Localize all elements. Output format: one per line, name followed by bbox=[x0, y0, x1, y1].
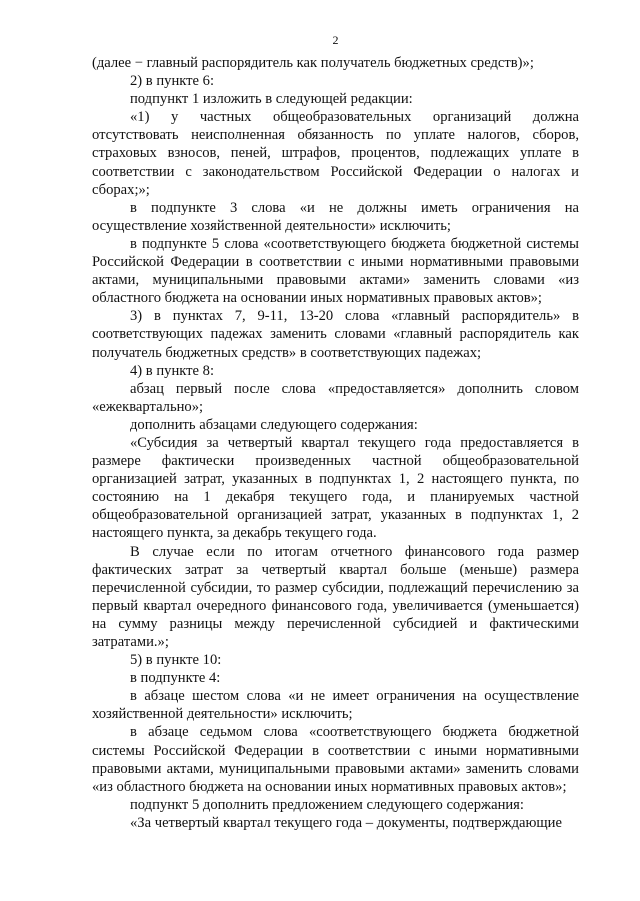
paragraph-3: подпункт 1 изложить в следующей редакции: bbox=[130, 91, 413, 108]
page-number: 2 bbox=[332, 33, 339, 47]
paragraph-9: абзац первый после слова «предоставляется» дополнить словом «ежеквартально»; bbox=[92, 380, 579, 415]
paragraph-7: 3) в пунктах 7, 9-11, 13-20 слова «главный распорядитель» в соответствующих падежах заменить словами «главный распорядитель как получатель бюджетных средств» в соответствующих падежах; bbox=[92, 308, 579, 361]
paragraph-11: «Субсидия за четвертый квартал текущего года предоставляется в размере фактически произведенных частной общеобразовательной организацией затрат, указанных в подпунктах 1, 2 настоящего пункта, по состоянию на 1 декабря текущего года, и планируемых частной общеобразовательной организацией затрат, указанных в подпунктах 1, 2 настоящего пункта, за декабрь текущего года. bbox=[92, 434, 579, 542]
paragraph-2: 2) в пункте 6: bbox=[130, 73, 215, 90]
paragraph-14: в подпункте 4: bbox=[130, 670, 221, 687]
paragraph-17: подпункт 5 дополнить предложением следующего содержания: bbox=[130, 796, 524, 813]
paragraph-4: «1) у частных общеобразовательных организаций должна отсутствовать неисполненная обязанность по уплате налогов, сборов, страховых взносов, пеней, штрафов, процентов, подлежащих уплате в соответствии с законодательством Российской Федерации о налогах и сборах;»; bbox=[92, 109, 579, 198]
paragraph-12: В случае если по итогам отчетного финансового года размер фактических затрат за четвертый квартал больше (меньше) размера перечисленной субсидии, то размер субсидии, подлежащий перечислению за первый квартал очередного финансового года, увеличивается (уменьшается) на сумму разницы между перечисленной субсидией и фактическими затратами.»; bbox=[92, 543, 579, 650]
paragraph-18: «За четвертый квартал текущего года – документы, подтверждающие bbox=[130, 814, 562, 831]
paragraph-13: 5) в пункте 10: bbox=[130, 652, 222, 669]
paragraph-1: (далее − главный распорядитель как получатель бюджетных средств)»; bbox=[92, 55, 534, 71]
paragraph-6: в подпункте 5 слова «соответствующего бюджета бюджетной системы Российской Федерации в соответствии с иными нормативными правовыми актами, муниципальными правовыми актами» заменить словами «из областного бюджета на основании иных нормативных правовых актов»; bbox=[92, 235, 579, 307]
paragraph-5: в подпункте 3 слова «и не должны иметь ограничения на осуществление хозяйственной деятельности» исключить; bbox=[92, 199, 579, 234]
paragraph-8: 4) в пункте 8: bbox=[130, 362, 215, 379]
paragraph-10: дополнить абзацами следующего содержания: bbox=[130, 416, 418, 433]
paragraph-16: в абзаце седьмом слова «соответствующего бюджета бюджетной системы Российской Федерации в соответствии с иными нормативными правовыми актами, муниципальными правовыми актами» заменить словами «из областного бюджета на основании иных нормативных правовых актов»; bbox=[92, 724, 579, 795]
paragraph-15: в абзаце шестом слова «и не имеет ограничения на осуществление хозяйственной деятельности» исключить; bbox=[92, 688, 579, 723]
document-page bbox=[92, 33, 579, 832]
